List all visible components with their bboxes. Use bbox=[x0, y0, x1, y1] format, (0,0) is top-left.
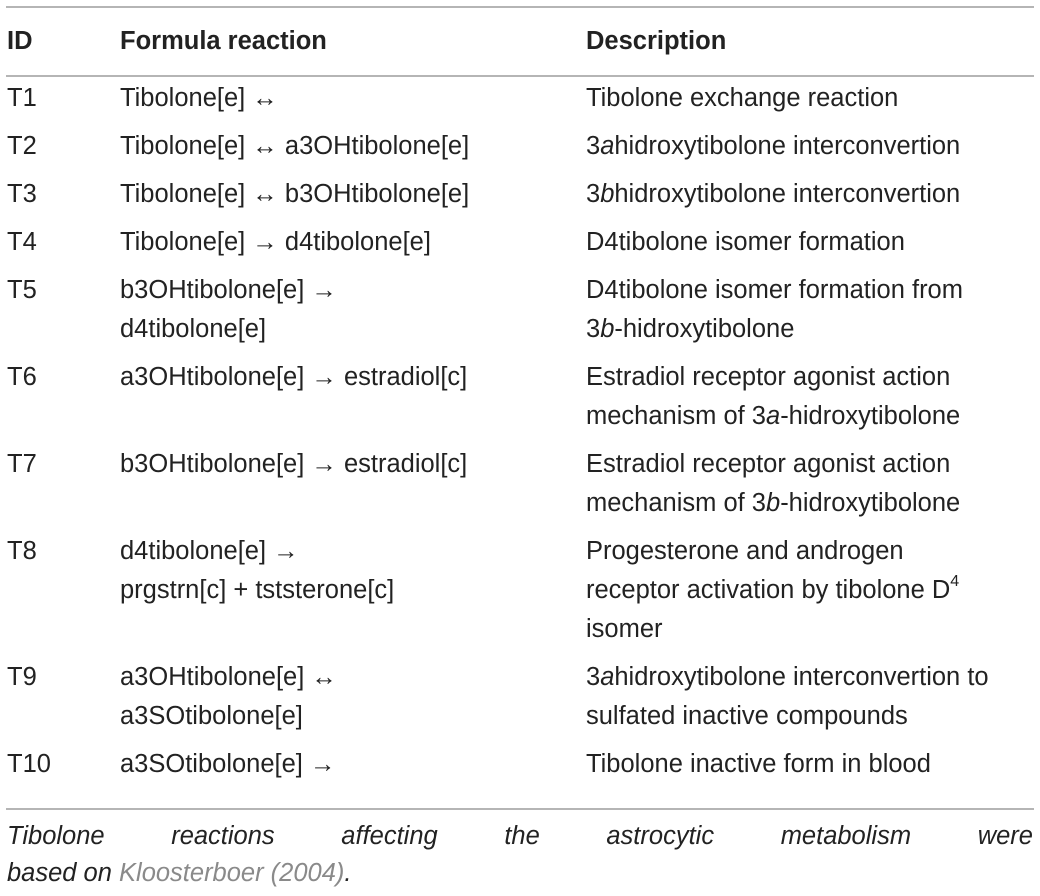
table-row bbox=[0, 740, 1040, 788]
table-header-row bbox=[0, 8, 1040, 74]
row-description: 3bhidroxytibolone interconvertion bbox=[586, 180, 961, 208]
table-row bbox=[0, 74, 1040, 122]
table-row bbox=[0, 170, 1040, 218]
row-id: T9 bbox=[7, 663, 37, 691]
row-id: T2 bbox=[7, 132, 37, 160]
table-row bbox=[0, 218, 1040, 266]
row-description: 3ahidroxytibolone interconvertion bbox=[586, 132, 961, 160]
table-row bbox=[0, 266, 1040, 353]
table-row bbox=[0, 440, 1040, 527]
table-row bbox=[0, 353, 1040, 440]
row-formula: d4tibolone[e] → prgstrn[c] + tststerone[c] bbox=[120, 537, 395, 604]
row-id: T8 bbox=[7, 537, 37, 565]
footnote-line-2: based on Kloosterboer (2004). bbox=[7, 859, 352, 887]
row-description: Tibolone exchange reaction bbox=[586, 84, 899, 112]
row-formula: a3SOtibolone[e] → bbox=[120, 750, 336, 778]
row-formula: b3OHtibolone[e] → estradiol[c] bbox=[120, 450, 468, 478]
table-row bbox=[0, 653, 1040, 740]
reference-link[interactable]: Kloosterboer (2004) bbox=[119, 859, 345, 887]
row-id: T10 bbox=[7, 750, 51, 778]
row-description: Progesterone and androgen receptor activation by tibolone $D^4$ isomer bbox=[586, 537, 960, 643]
header-description: Description bbox=[586, 27, 727, 55]
table-row bbox=[0, 122, 1040, 170]
row-id: T3 bbox=[7, 180, 37, 208]
row-description: Tibolone inactive form in blood bbox=[586, 750, 931, 778]
row-id: T7 bbox=[7, 450, 37, 478]
row-description: D4tibolone isomer formation from 3b-hidroxytibolone bbox=[586, 276, 963, 343]
footnote-line-1: Tibolone reactions affecting the astrocytic metabolism were bbox=[7, 822, 1033, 850]
row-id: T6 bbox=[7, 363, 37, 391]
row-formula: Tibolone[e] → d4tibolone[e] bbox=[120, 228, 431, 256]
row-formula: Tibolone[e] ↔ a3OHtibolone[e] bbox=[120, 132, 470, 160]
row-description: D4tibolone isomer formation bbox=[586, 228, 905, 256]
header-formula: Formula reaction bbox=[120, 27, 327, 55]
row-description: Estradiol receptor agonist action mechanism of 3b-hidroxytibolone bbox=[586, 450, 961, 517]
row-description: Estradiol receptor agonist action mechanism of 3a-hidroxytibolone bbox=[586, 363, 961, 430]
row-id: T1 bbox=[7, 84, 37, 112]
reactions-table bbox=[0, 8, 1040, 788]
row-description: 3ahidroxytibolone interconvertion to sulfated inactive compounds bbox=[586, 663, 989, 730]
bottom-rule bbox=[6, 808, 1034, 810]
header-id: ID bbox=[7, 27, 33, 55]
row-formula: b3OHtibolone[e] → d4tibolone[e] bbox=[120, 276, 337, 343]
row-formula: a3OHtibolone[e] ↔ a3SOtibolone[e] bbox=[120, 663, 337, 730]
row-formula: Tibolone[e] ↔ bbox=[120, 84, 278, 112]
row-formula: a3OHtibolone[e] → estradiol[c] bbox=[120, 363, 468, 391]
table-footnote bbox=[7, 818, 1033, 892]
table-row bbox=[0, 527, 1040, 653]
row-id: T4 bbox=[7, 228, 37, 256]
row-formula: Tibolone[e] ↔ b3OHtibolone[e] bbox=[120, 180, 470, 208]
row-id: T5 bbox=[7, 276, 37, 304]
